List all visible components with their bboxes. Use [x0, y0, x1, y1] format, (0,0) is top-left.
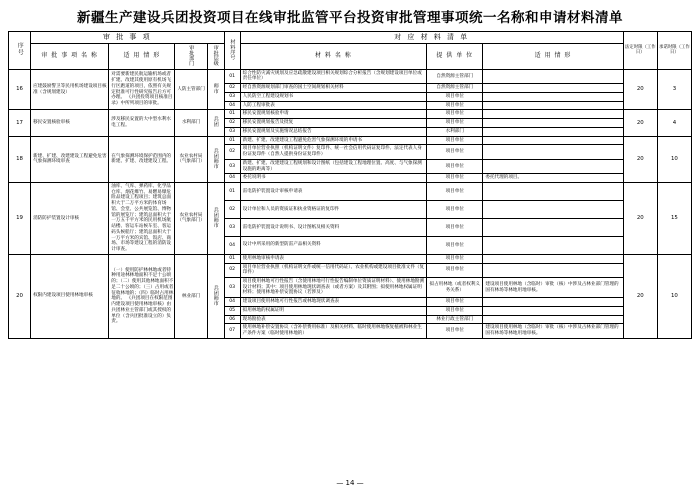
item-name: 应建鼓励警卫等民用机场建设项目核准（含规划建设） [31, 69, 109, 110]
table-row [9, 110, 692, 119]
promise-days: 10 [657, 254, 691, 338]
material-name: 设计单位和人员的资质证和执业资格证的复印件 [240, 200, 427, 218]
item-name: 消防防护装置设计审核 [31, 183, 109, 255]
table-row [9, 136, 692, 145]
item-name: 新建、扩建、改建建设工程避免危害气象探测环境审查 [31, 136, 109, 182]
page-number: — 14 — [336, 479, 364, 487]
material-situation [483, 218, 623, 236]
table-row [9, 69, 692, 83]
level: 兵团 [207, 110, 224, 136]
material-name: 经自然资源规划部门审查的国土空间规划相关材料 [240, 84, 427, 93]
material-situation [483, 127, 623, 136]
promise-days: 4 [657, 110, 691, 136]
material-provider: 项目单位 [427, 92, 483, 101]
material-seq: 01 [224, 254, 240, 263]
material-name: 现场勘验表 [240, 315, 427, 324]
material-seq: 02 [224, 84, 240, 93]
material-name: 人民防空工程建设规划书 [240, 92, 427, 101]
header-seq: 序号 [9, 32, 31, 70]
material-provider: 自然资源主管部门 [427, 84, 483, 93]
item-name: 权限内建设项目使用林地审核 [31, 254, 109, 338]
material-situation [483, 306, 623, 315]
header-apply-situation: 适 用 情 形 [109, 43, 175, 69]
material-situation [483, 159, 623, 173]
material-provider: 项目单位 [427, 110, 483, 119]
apply-situation: 对需要新建民航运输机场或者扩建、改建其使用原有机场飞行区跑道的项目，依照有关规定批准可行性研究报告后方可办理。 《兵团投资项目核准目录》中所列项目的审批。 [109, 69, 175, 110]
material-provider: 林业行政主管部门 [427, 315, 483, 324]
material-provider: 自然资源主管部门 [427, 69, 483, 83]
material-provider: 项目单位 [427, 119, 483, 128]
promise-days: 15 [657, 183, 691, 255]
material-provider: 拟占用林地（或者权利义务关系） [427, 278, 483, 298]
table-row [9, 183, 692, 201]
material-name: 使用林地补偿安置协议（含补偿费用标准）及相关材料、临时使用林地恢复植被和林业生产条件方案（临时使用林地的） [240, 324, 427, 338]
material-situation [483, 92, 623, 101]
material-provider: 项目单位 [427, 200, 483, 218]
material-seq: 05 [224, 306, 240, 315]
material-seq: 03 [224, 92, 240, 101]
material-provider: 项目单位 [427, 101, 483, 110]
header-provider: 提 供 单 位 [427, 43, 483, 69]
level: 兵团师市 [207, 183, 224, 255]
material-seq: 04 [224, 236, 240, 254]
material-situation [483, 145, 623, 159]
material-seq: 03 [224, 278, 240, 298]
material-seq: 03 [224, 127, 240, 136]
material-situation: 委托代理的项目。 [483, 174, 623, 183]
promise-days: 10 [657, 136, 691, 182]
material-name: 建设项目使用林地可行性报告或林地现状调查表 [240, 298, 427, 307]
row-seq: 16 [9, 69, 31, 110]
table-body [9, 69, 692, 338]
level: 兵团师市 [207, 254, 224, 338]
material-situation [483, 298, 623, 307]
row-seq: 18 [9, 136, 31, 182]
material-name: 人防工程审批表 [240, 101, 427, 110]
header-material-list-group: 对 应 材 料 清 单 [240, 32, 623, 44]
material-provider: 项目单位 [427, 145, 483, 159]
material-name: 拟用林地的权属证明 [240, 306, 427, 315]
material-situation [483, 254, 623, 263]
material-provider: 项目单位 [427, 324, 483, 338]
row-seq: 19 [9, 183, 31, 255]
level: 兵团师市 [207, 136, 224, 182]
legal-days: 20 [623, 110, 657, 136]
header-promise-days: 承诺时限（工作日） [657, 32, 691, 70]
material-name: 新建、扩建、改建建设工程避免危害气象探测环境的申请书 [240, 136, 427, 145]
material-provider: 项目单位 [427, 254, 483, 263]
material-situation [483, 69, 623, 83]
material-name: 移民安置规划报告及批复 [240, 119, 427, 128]
material-name: 项目单位营业执照（机构证明文件或统一信用代码证）、农业机构或建设项目批准文件（复印件） [240, 263, 427, 277]
material-situation: 建设项目使用林地（含临时）审批（核）中涉及占林业部门管理的国有林场等林地用地审核。 [483, 278, 623, 298]
table-header-row-2 [9, 43, 692, 69]
header-dept: 审批部门 [175, 43, 207, 69]
apply-situation: 涉及移民安置的大中型水利水电工程。 [109, 110, 175, 136]
material-situation [483, 236, 623, 254]
item-name: 移民安置核验审核 [31, 110, 109, 136]
material-situation: 建设项目使用林地（含临时）审批（核）中涉及占林业部门管理的国有林场等林地用地审核。 [483, 324, 623, 338]
table-header-row-1 [9, 32, 692, 44]
material-seq: 04 [224, 174, 240, 183]
apply-situation: （一）使用防护林林地或者特种用途林林地面积不足十公顷的；（二）使用其他林地面积不足二十公顷的；（三）占用或者征收林地的；（四）临时占用林地的。 《兵团项目在权限范围内建设项目使用林地审核》由兵团林业主管部门或其授权的单位（含兵团批准设立的）负责。 [109, 254, 175, 338]
material-provider: 项目单位 [427, 306, 483, 315]
dept: 农业农村局（气象部门） [175, 136, 207, 182]
material-name: 雷电防护装置设计审核申请表 [240, 183, 427, 201]
material-seq: 02 [224, 200, 240, 218]
material-provider: 项目单位 [427, 298, 483, 307]
material-seq: 01 [224, 183, 240, 201]
material-seq: 07 [224, 324, 240, 338]
material-provider: 项目单位 [427, 159, 483, 173]
material-seq: 03 [224, 218, 240, 236]
promise-days: 3 [657, 69, 691, 110]
apply-situation: 在气象探测环境保护范围内的新建、扩建、改建建设工程。 [109, 136, 175, 182]
row-seq: 17 [9, 110, 31, 136]
legal-days: 20 [623, 254, 657, 338]
material-seq: 04 [224, 298, 240, 307]
header-level: 审批层级 [207, 43, 224, 69]
approval-items-table [8, 31, 692, 339]
material-seq: 02 [224, 145, 240, 159]
dept: 水利部门 [175, 110, 207, 136]
legal-days: 20 [623, 183, 657, 255]
material-situation [483, 200, 623, 218]
header-material-name: 材 料 名 称 [240, 43, 427, 69]
material-provider: 项目单位 [427, 236, 483, 254]
page-title: 新疆生产建设兵团投资项目在线审批监管平台投资审批管理事项统一名称和申请材料清单 [77, 10, 623, 26]
row-seq: 20 [9, 254, 31, 338]
material-name: 新建、扩建、改建建设工程规划和设计图纸（包括建设工程地理位置、高度、与气象探测设施的距离等） [240, 159, 427, 173]
material-name: 雷电防护装置设计说明书、设计图纸及相关资料 [240, 218, 427, 236]
material-provider: 项目单位 [427, 183, 483, 201]
material-provider: 项目单位 [427, 218, 483, 236]
material-situation [483, 84, 623, 93]
material-provider: 项目单位 [427, 174, 483, 183]
material-name: 项目使用林地可行性报告（含使用林地可行性报告编制单位资质证明材料）、使用林地勘测设计材料；其中：项目使用林地现状调查表（或者方案）及其附图；拟使用林地权属证明材料；使用林地补偿安置协议（若涉及） [240, 278, 427, 298]
material-name: 项目单位营业执照（机构证明文件）复印件、统一社会信用代码证复印件、法定代表人身份证复印件（自然人提供身份证复印件） [240, 145, 427, 159]
material-situation [483, 119, 623, 128]
material-provider: 项目单位 [427, 136, 483, 145]
material-situation [483, 136, 623, 145]
material-seq: 01 [224, 110, 240, 119]
legal-days: 20 [623, 136, 657, 182]
material-seq: 02 [224, 263, 240, 277]
level: 师市 [207, 69, 224, 110]
dept: 人防主管部门 [175, 69, 207, 110]
material-provider: 水利部门 [427, 127, 483, 136]
material-seq: 01 [224, 136, 240, 145]
material-situation [483, 315, 623, 324]
material-seq: 06 [224, 315, 240, 324]
apply-situation: 油库、气库、弹药库、化学品仓库、烟花爆竹、易燃易爆危险品建设工程项目；建筑总面积大于二万平方米的体育场馆、会堂、公共展览馆、博物馆的展览厅；建筑总面积大于一万五千平方米的民用机场航站楼、客运车站候车室、客运码头候船厅；建筑总面积大于一万平方米的宾馆、饭店、商场、市场等建设工程的消防设计审查。 [109, 183, 175, 255]
table-row [9, 254, 692, 263]
material-name: 移民安置规划核验申请 [240, 110, 427, 119]
header-material-situation: 适 用 情 形 [483, 43, 623, 69]
material-seq: 04 [224, 101, 240, 110]
material-situation [483, 263, 623, 277]
material-seq: 01 [224, 69, 240, 83]
material-name: 移民安置规划及实施情况总结报告 [240, 127, 427, 136]
header-item-name: 审 批 事 项 名 称 [31, 43, 109, 69]
header-legal-days: 法定时限（工作日） [623, 32, 657, 70]
material-name: 委托说明书 [240, 174, 427, 183]
material-seq: 02 [224, 119, 240, 128]
material-name: 使用林地审核申请表 [240, 254, 427, 263]
material-situation [483, 101, 623, 110]
material-provider: 项目单位 [427, 263, 483, 277]
material-situation [483, 183, 623, 201]
material-name: 综合性防灾减灾规划及应急疏散建设项目相关规划综合分析报告（含规划建设项目单位或责任单位） [240, 69, 427, 83]
material-seq: 03 [224, 159, 240, 173]
header-material-seq: 材料序号 [224, 32, 240, 70]
header-approval-item-group: 审 批 事 项 [31, 32, 225, 44]
material-situation [483, 110, 623, 119]
legal-days: 20 [623, 69, 657, 110]
material-name: 设计中所采用的新型防雷产品相关资料 [240, 236, 427, 254]
dept: 林业部门 [175, 254, 207, 338]
dept: 农业农村局（气象部门） [175, 183, 207, 255]
